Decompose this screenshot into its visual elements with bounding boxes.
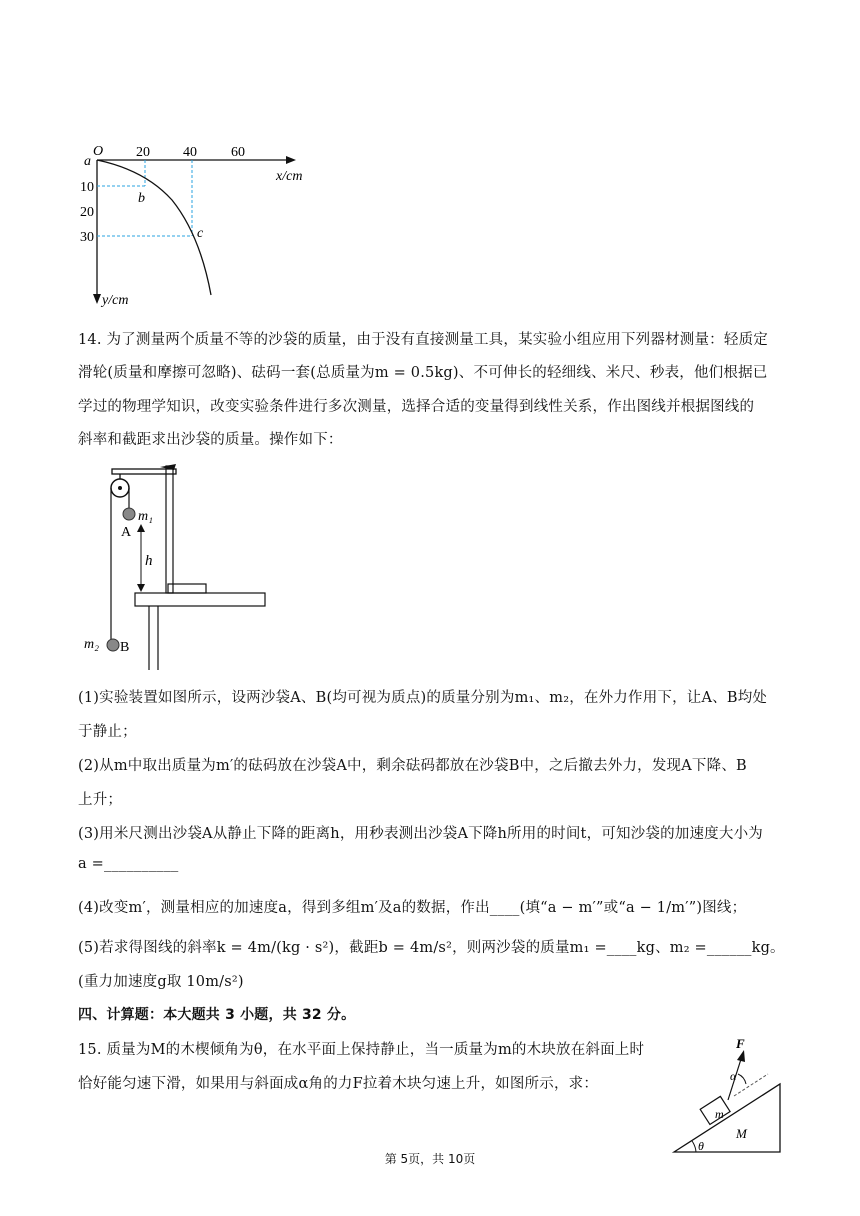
section-4-heading: 四、计算题：本大题共 3 小题，共 32 分。 [78, 1007, 356, 1023]
x-tick-40: 40 [183, 145, 197, 160]
q14-step-2b: 上升； [78, 792, 123, 808]
x-axis-label: x/cm [276, 169, 303, 184]
q14-step-4: (4)改变m′，测量相应的加速度a，得到多组m′及a的数据，作出____(填“a − m′”或“a − 1/m′”)图线； [78, 900, 747, 916]
y-axis-label: y/cm [102, 293, 129, 308]
label-m2: m₂ [84, 637, 99, 652]
q14-step-5b: (重力加速度g取 10m/s²) [78, 974, 244, 990]
q14-step-1b: 于静止； [78, 724, 137, 740]
x-tick-60: 60 [231, 145, 245, 160]
q15-line-1: 15. 质量为M的木楔倾角为θ，在水平面上保持静止，当一质量为m的木块放在斜面上时 [78, 1042, 645, 1058]
label-theta: θ [698, 1139, 704, 1153]
label-m: m [715, 1107, 724, 1121]
q14-line-3: 学过的物理学知识，改变实验条件进行多次测量，选择合适的变量得到线性关系，作出图线并根据图线的 [78, 399, 755, 415]
label-alpha: α [730, 1069, 737, 1083]
q14-step-1a: (1)实验装置如图所示，设两沙袋A、B(均可视为质点)的质量分别为m₁、m₂，在外力作用下，让A、B均处 [78, 690, 768, 706]
q14-step-3a: (3)用米尺测出沙袋A从静止下降的距离h，用秒表测出沙袋A下降h所用的时间t，可知沙袋的加速度大小为 [78, 826, 763, 842]
page-footer: 第 5页，共 10页 [384, 1152, 476, 1166]
incline-figure [668, 1034, 792, 1158]
x-tick-20: 20 [136, 145, 150, 160]
y-tick-20: 20 [80, 205, 94, 220]
label-M: M [736, 1126, 747, 1141]
q14-step-3b: a =__________ [78, 856, 179, 872]
q15-line-2: 恰好能匀速下滑，如果用与斜面成α角的力F拉着木块匀速上升，如图所示，求： [78, 1076, 599, 1092]
point-b-label: b [138, 191, 145, 206]
label-B: B [120, 640, 130, 655]
point-c-label: c [197, 226, 204, 241]
q14-line-1: 14. 为了测量两个质量不等的沙袋的质量，由于没有直接测量工具，某实验小组应用下列器材测量：轻质定 [78, 332, 768, 348]
pulley-apparatus [82, 462, 272, 674]
y-tick-10: 10 [80, 180, 94, 195]
origin-label: O [93, 144, 104, 159]
trajectory-graph [80, 140, 320, 310]
label-m1: m₁ [138, 509, 153, 524]
q14-line-2: 滑轮(质量和摩擦可忽略)、砝码一套(总质量为m = 0.5kg)、不可伸长的轻细线、米尺、秒表，他们根据已 [78, 365, 768, 381]
q14-step-2a: (2)从m中取出质量为m′的砝码放在沙袋A中，剩余砝码都放在沙袋B中，之后撤去外力，发现A下降、B [78, 758, 747, 774]
label-h: h [145, 553, 153, 569]
y-tick-30: 30 [80, 230, 94, 245]
q14-step-5: (5)若求得图线的斜率k = 4m/(kg · s²)，截距b = 4m/s²，则两沙袋的质量m₁ =____kg、m₂ =______kg。 [78, 940, 785, 956]
label-F: F [736, 1036, 745, 1051]
label-A: A [121, 525, 132, 540]
q14-line-4: 斜率和截距求出沙袋的质量。操作如下： [78, 432, 343, 448]
point-a-label: a [84, 154, 91, 169]
